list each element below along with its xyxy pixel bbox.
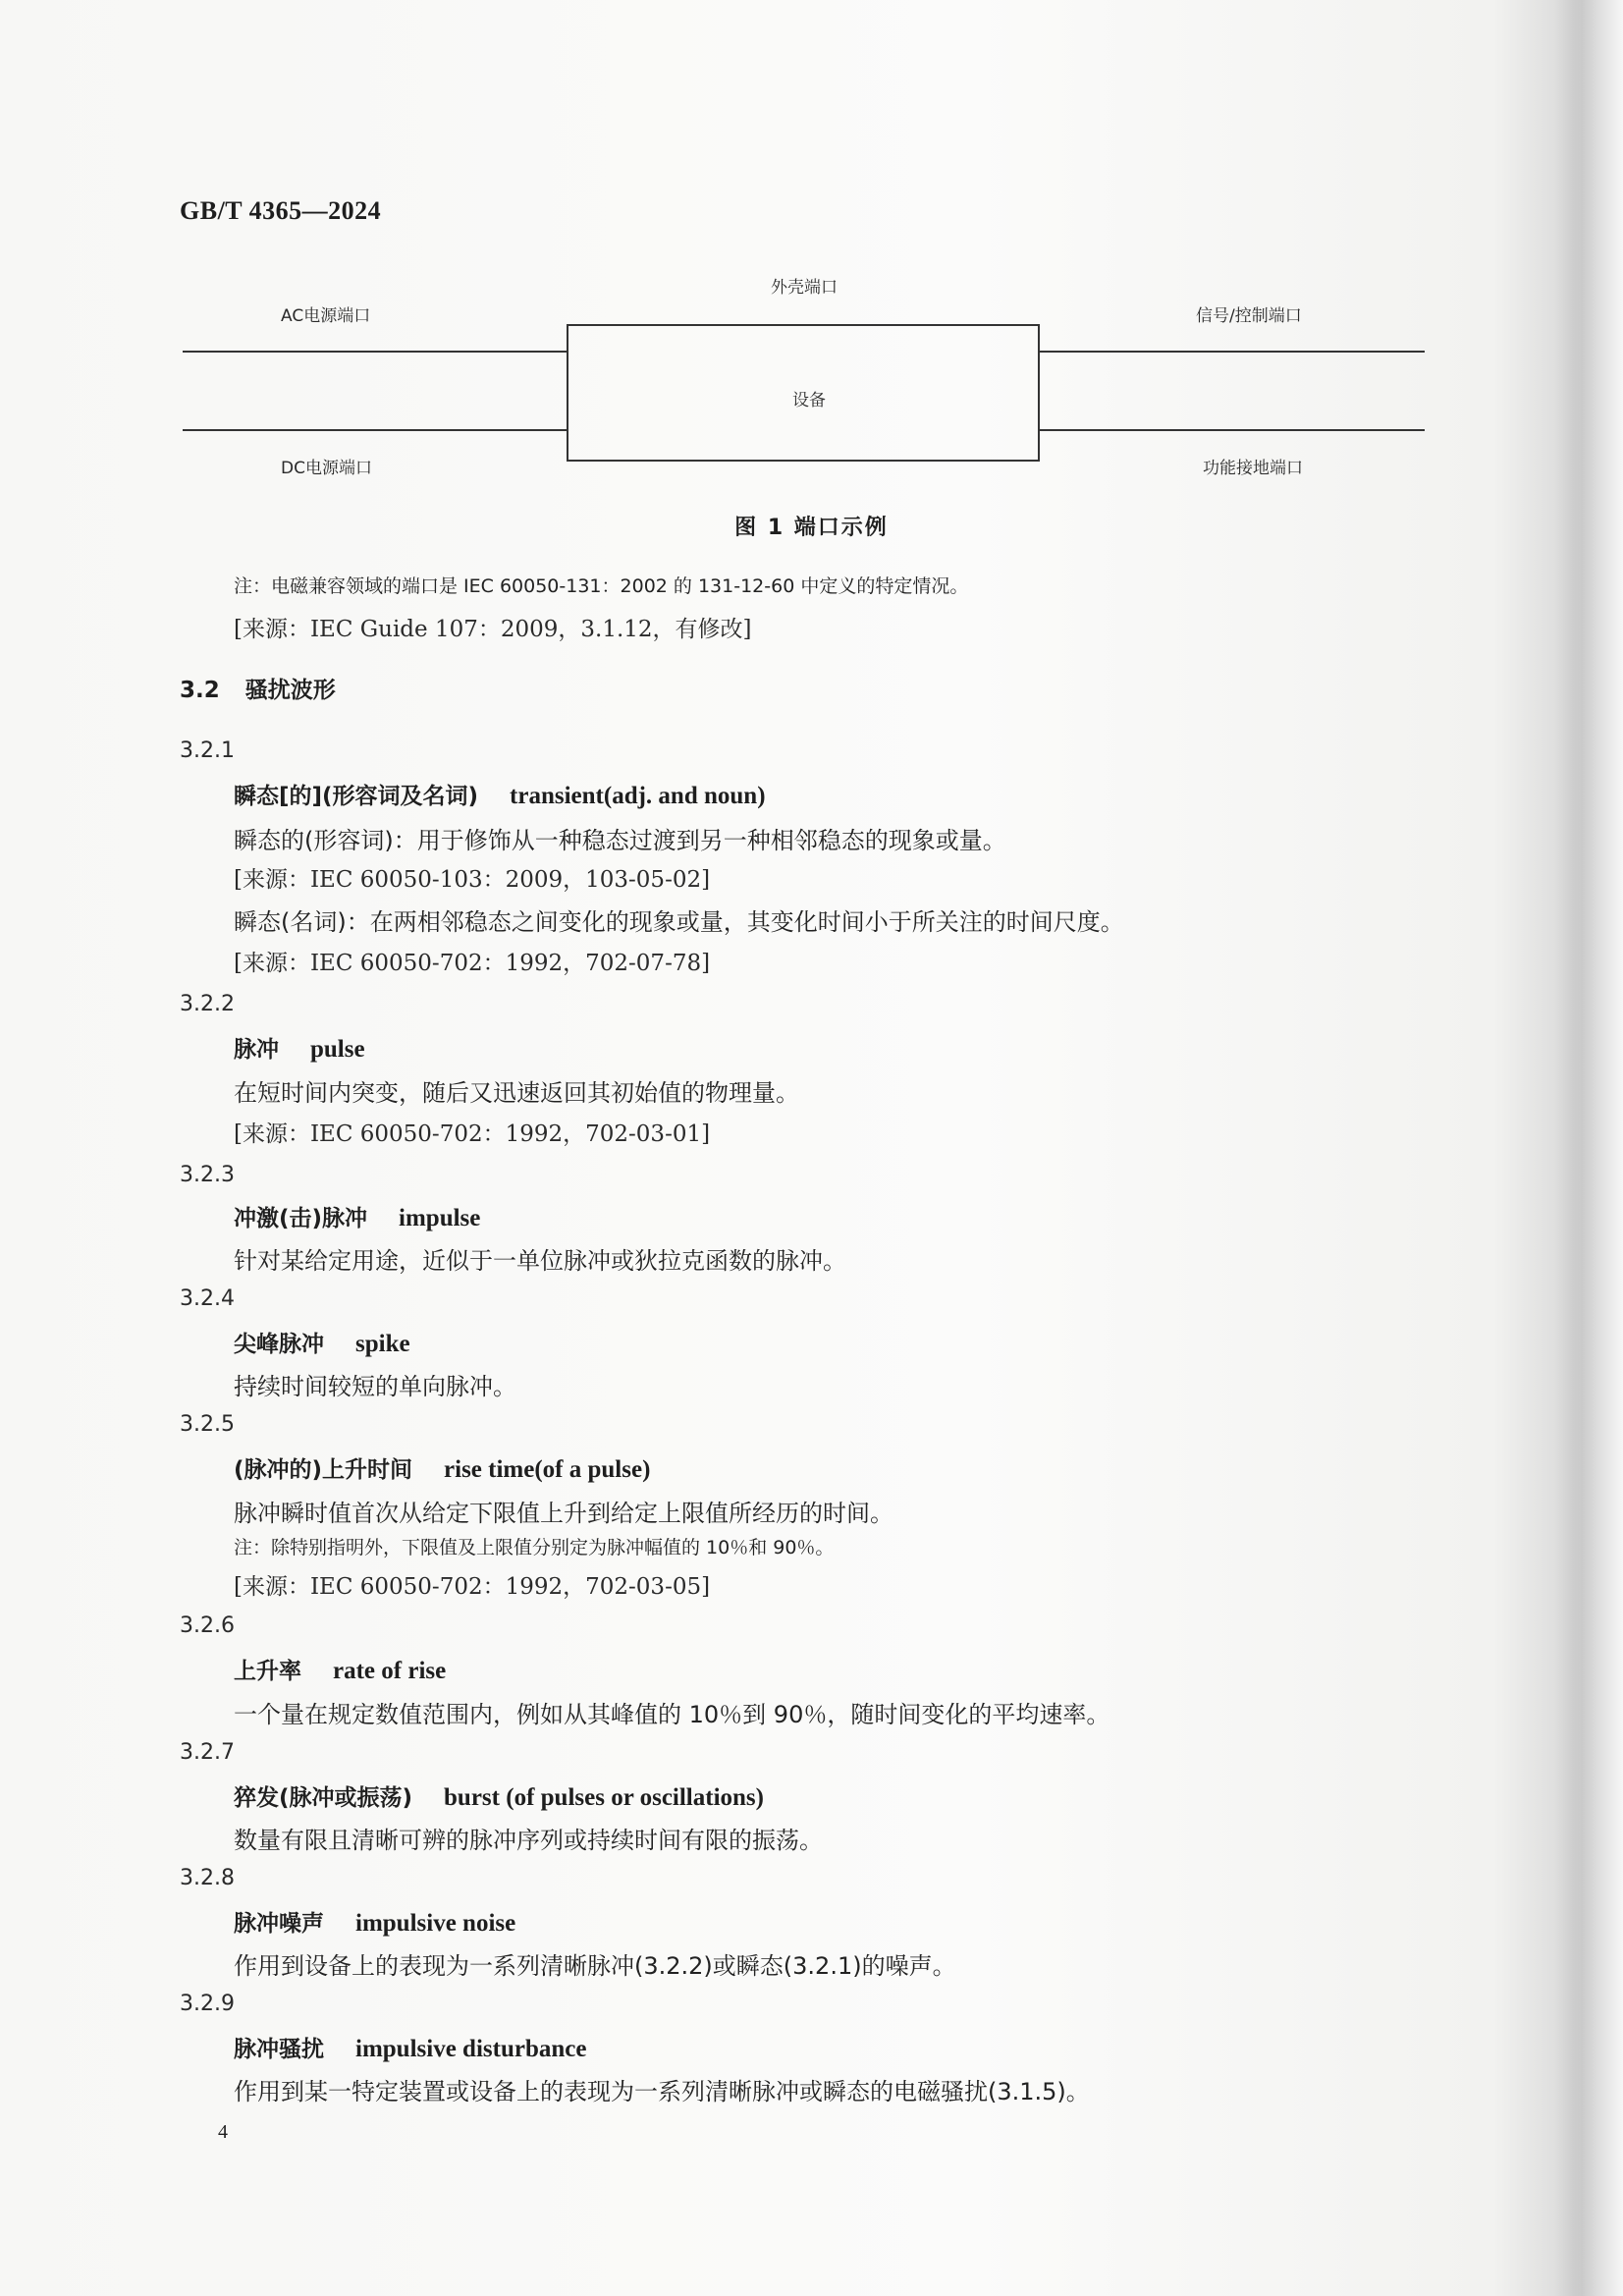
entry-term: [234, 1653, 446, 1685]
term-zh: 瞬态[的](形容词及名词): [234, 784, 479, 809]
definition-source: [来源：IEC 60050-702：1992，702-03-01]: [234, 1121, 711, 1147]
definition-line: 瞬态(名词)：在两相邻稳态之间变化的现象或量，其变化时间小于所关注的时间尺度。: [234, 908, 1124, 936]
entry-number: 3.2.4: [180, 1286, 235, 1311]
definition-line: 针对某给定用途，近似于一单位脉冲或狄拉克函数的脉冲。: [234, 1247, 846, 1275]
port-label-dc-power: DC电源端口: [281, 459, 372, 478]
term-zh: (脉冲的)上升时间: [234, 1457, 413, 1483]
section-heading: [180, 672, 336, 704]
entry-term: [234, 1326, 410, 1358]
term-en: transient(adj. and noun): [510, 783, 766, 809]
page-number: 4: [218, 2121, 228, 2143]
term-en: rise time(of a pulse): [444, 1456, 651, 1483]
entry-term: [234, 778, 766, 810]
device-label: 设备: [792, 391, 826, 410]
definition-note: 注：除特别指明外，下限值及上限值分别定为脉冲幅值的 10％和 90％。: [234, 1537, 835, 1558]
port-label-enclosure: 外壳端口: [771, 278, 838, 298]
entry-number: 3.2.3: [180, 1163, 235, 1187]
entry-term: [234, 2031, 586, 2063]
port-label-ac-power: AC电源端口: [281, 306, 371, 326]
definition-line: 作用到某一特定装置或设备上的表现为一系列清晰脉冲或瞬态的电磁骚扰(3.1.5)。: [234, 2078, 1090, 2105]
ac-power-line: [183, 351, 567, 353]
term-en: pulse: [310, 1036, 365, 1063]
figure-source: [来源：IEC Guide 107：2009，3.1.12，有修改]: [234, 617, 752, 642]
ports-figure: [0, 0, 1623, 550]
definition-source: [来源：IEC 60050-702：1992，702-07-78]: [234, 951, 711, 976]
functional-earth-line: [1040, 429, 1425, 431]
standard-number: GB/T 4365—2024: [180, 196, 382, 225]
entry-number: 3.2.8: [180, 1866, 235, 1890]
term-zh: 上升率: [234, 1659, 301, 1684]
entry-term: [234, 1905, 515, 1938]
term-zh: 脉冲骚扰: [234, 2037, 324, 2062]
term-en: impulsive noise: [355, 1910, 516, 1937]
term-zh: 脉冲: [234, 1037, 279, 1063]
definition-source: [来源：IEC 60050-702：1992，702-03-05]: [234, 1574, 711, 1600]
signal-control-line: [1040, 351, 1425, 353]
entry-term: [234, 1451, 650, 1484]
definition-line: 数量有限且清晰可辨的脉冲序列或持续时间有限的振荡。: [234, 1827, 823, 1854]
term-en: burst (of pulses or oscillations): [444, 1784, 764, 1811]
dc-power-line: [183, 429, 567, 431]
term-en: spike: [355, 1331, 410, 1357]
term-en: impulsive disturbance: [355, 2036, 587, 2062]
definition-line: 作用到设备上的表现为一系列清晰脉冲(3.2.2)或瞬态(3.2.1)的噪声。: [234, 1952, 956, 1980]
entry-number: 3.2.7: [180, 1740, 235, 1765]
port-label-functional-earth: 功能接地端口: [1203, 459, 1303, 478]
entry-number: 3.2.2: [180, 992, 235, 1016]
entry-term: [234, 1779, 764, 1812]
section-number: 3.2: [180, 678, 220, 703]
definition-line: 一个量在规定数值范围内，例如从其峰值的 10％到 90％，随时间变化的平均速率。: [234, 1701, 1110, 1728]
port-label-signal-control: 信号/控制端口: [1196, 306, 1302, 326]
definition-line: 在短时间内突变，随后又迅速返回其初始值的物理量。: [234, 1079, 799, 1107]
definition-source: [来源：IEC 60050-103：2009，103-05-02]: [234, 867, 711, 893]
definition-line: 脉冲瞬时值首次从给定下限值上升到给定上限值所经历的时间。: [234, 1500, 893, 1527]
entry-number: 3.2.6: [180, 1613, 235, 1638]
section-title: 骚扰波形: [244, 678, 336, 703]
figure-caption: 图 1 端口示例: [734, 516, 889, 540]
term-zh: 尖峰脉冲: [234, 1332, 324, 1357]
definition-line: 持续时间较短的单向脉冲。: [234, 1373, 516, 1400]
figure-note: 注：电磁兼容领域的端口是 IEC 60050-131：2002 的 131-12-60 中定义的特定情况。: [234, 575, 969, 597]
term-zh: 猝发(脉冲或振荡): [234, 1785, 413, 1811]
entry-term: [234, 1031, 365, 1064]
entry-term: [234, 1200, 480, 1232]
entry-number: 3.2.9: [180, 1992, 235, 2016]
entry-number: 3.2.1: [180, 738, 235, 763]
definition-line: 瞬态的(形容词)：用于修饰从一种稳态过渡到另一种相邻稳态的现象或量。: [234, 827, 1006, 854]
term-en: impulse: [399, 1205, 481, 1231]
entry-number: 3.2.5: [180, 1412, 235, 1437]
term-en: rate of rise: [333, 1658, 447, 1684]
term-zh: 脉冲噪声: [234, 1911, 324, 1937]
term-zh: 冲激(击)脉冲: [234, 1206, 368, 1231]
